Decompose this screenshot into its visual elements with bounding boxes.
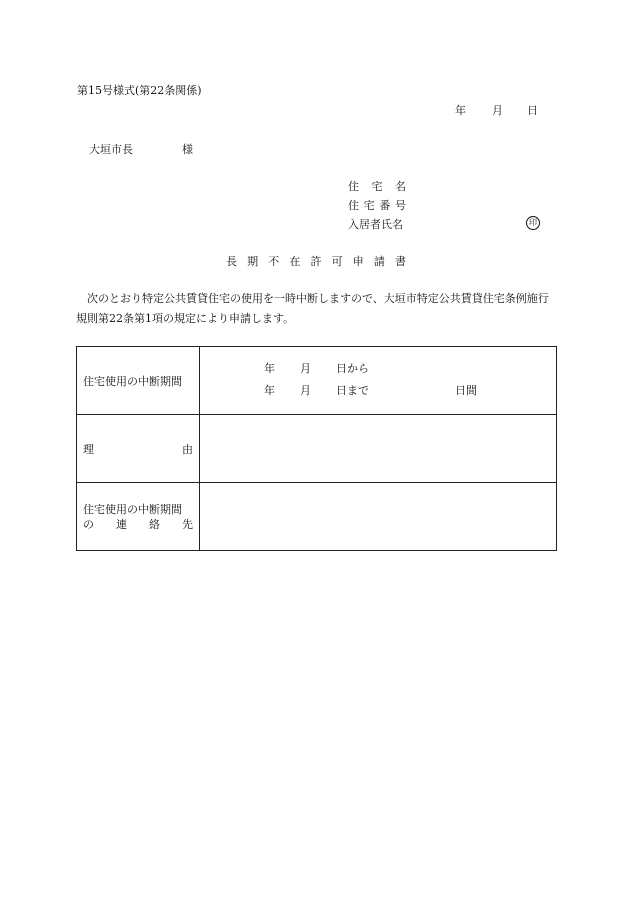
label-char: 理	[83, 442, 94, 456]
resident-name-label: 入居者氏名	[348, 218, 403, 231]
application-table	[76, 346, 557, 551]
to-month: 月	[300, 384, 311, 397]
label-char: 宅	[371, 180, 383, 193]
label-char: 先	[182, 517, 193, 531]
label-char: 名	[395, 180, 406, 193]
period-label: 住宅使用の中断期間	[77, 347, 200, 415]
date-month: 月	[492, 104, 503, 117]
title-char: 許	[310, 255, 322, 268]
from-day: 日から	[336, 362, 369, 375]
document-title	[226, 255, 406, 269]
body-text: 次のとおり特定公共賃貸住宅の使用を一時中断しますので、大垣市特定公共賃貸住宅条例施行規則第22条第1項の規定により申請します。	[76, 292, 549, 325]
title-char: 不	[268, 255, 280, 268]
housing-name-label	[348, 180, 406, 194]
label-char: 番	[379, 199, 391, 212]
title-char: 可	[331, 255, 343, 268]
title-char: 書	[395, 255, 406, 268]
from-month: 月	[300, 362, 311, 375]
label-char: 住	[348, 199, 359, 212]
title-char: 長	[226, 255, 237, 268]
contact-cell[interactable]	[200, 483, 557, 551]
seal-mark: 印	[526, 216, 540, 230]
addressee-suffix: 様	[182, 143, 193, 156]
table-row	[77, 347, 557, 415]
label-char: 宅	[363, 199, 375, 212]
contact-label-line2	[83, 517, 193, 532]
label-char: 絡	[149, 517, 160, 531]
addressee-name: 大垣市長	[89, 143, 133, 156]
title-char: 在	[289, 255, 301, 268]
title-char: 期	[247, 255, 259, 268]
reason-label	[77, 415, 200, 483]
days-count: 日間	[455, 384, 477, 397]
date-year: 年	[455, 104, 466, 117]
date-day: 日	[527, 104, 538, 117]
housing-number-label	[348, 199, 406, 213]
title-char: 請	[373, 255, 385, 268]
title-char: 申	[352, 255, 364, 268]
label-char: 号	[394, 199, 406, 212]
label-char: 住	[348, 180, 359, 193]
period-cell	[200, 347, 557, 415]
body-paragraph	[76, 289, 558, 329]
from-year: 年	[264, 362, 275, 375]
to-year: 年	[264, 384, 275, 397]
contact-label-line1: 住宅使用の中断期間	[83, 502, 182, 516]
label-char: 由	[182, 442, 193, 456]
reason-cell[interactable]	[200, 415, 557, 483]
table-row	[77, 483, 557, 551]
table-row	[77, 415, 557, 483]
to-day: 日まで	[336, 384, 369, 397]
label-char: の	[83, 517, 94, 531]
contact-label	[77, 483, 200, 551]
label-char: 連	[116, 517, 127, 531]
form-number: 第15号様式(第22条関係)	[77, 84, 202, 97]
